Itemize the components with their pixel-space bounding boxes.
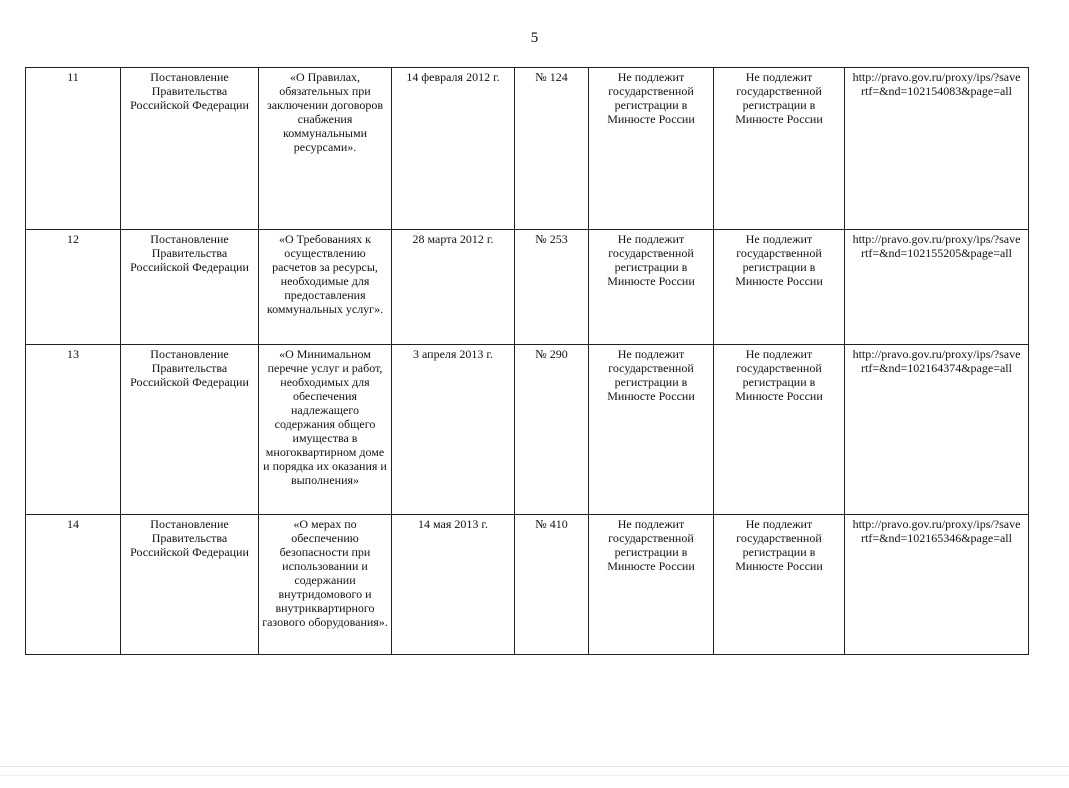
document-date: 28 марта 2012 г. [392, 230, 515, 345]
registration-status-second: Не подлежит государственной регистрации в Минюсте России [714, 68, 845, 230]
document-title: «О Правилах, обязательных при заключении договоров снабжения коммунальными ресурсами». [259, 68, 392, 230]
table-row [26, 230, 1029, 345]
document-number: № 253 [515, 230, 589, 345]
table-row [26, 515, 1029, 655]
document-number: № 290 [515, 345, 589, 515]
document-date: 3 апреля 2013 г. [392, 345, 515, 515]
documents-table [25, 67, 1029, 655]
registration-status-second: Не подлежит государственной регистрации в Минюсте России [714, 515, 845, 655]
registration-status: Не подлежит государственной регистрации в Минюсте России [589, 230, 714, 345]
document-title: «О Минимальном перечне услуг и работ, необходимых для обеспечения надлежащего содержания общего имущества в многоквартирном доме и порядка их оказания и выполнения» [259, 345, 392, 515]
row-number: 13 [26, 345, 121, 515]
document-link[interactable]: http://pravo.gov.ru/proxy/ips/?savertf=&nd=102155205&page=all [845, 230, 1029, 345]
document-title: «О мерах по обеспечению безопасности при использовании и содержании внутридомового и внутриквартирного газового оборудования». [259, 515, 392, 655]
scan-artifact-line [0, 766, 1069, 767]
registration-status-second: Не подлежит государственной регистрации в Минюсте России [714, 345, 845, 515]
table-row [26, 345, 1029, 515]
document-title: «О Требованиях к осуществлению расчетов за ресурсы, необходимые для предоставления коммунальных услуг». [259, 230, 392, 345]
document-type: Постановление Правительства Российской Федерации [121, 515, 259, 655]
registration-status-second: Не подлежит государственной регистрации в Минюсте России [714, 230, 845, 345]
page-number: 5 [530, 30, 539, 46]
document-type: Постановление Правительства Российской Федерации [121, 230, 259, 345]
scan-artifact-line [0, 775, 1069, 776]
document-number: № 410 [515, 515, 589, 655]
document-link[interactable]: http://pravo.gov.ru/proxy/ips/?savertf=&nd=102164374&page=all [845, 345, 1029, 515]
document-date: 14 февраля 2012 г. [392, 68, 515, 230]
table-row [26, 68, 1029, 230]
document-date: 14 мая 2013 г. [392, 515, 515, 655]
document-link[interactable]: http://pravo.gov.ru/proxy/ips/?savertf=&nd=102154083&page=all [845, 68, 1029, 230]
registration-status: Не подлежит государственной регистрации в Минюсте России [589, 515, 714, 655]
document-type: Постановление Правительства Российской Федерации [121, 345, 259, 515]
row-number: 11 [26, 68, 121, 230]
row-number: 14 [26, 515, 121, 655]
registration-status: Не подлежит государственной регистрации в Минюсте России [589, 345, 714, 515]
registration-status: Не подлежит государственной регистрации в Минюсте России [589, 68, 714, 230]
document-type: Постановление Правительства Российской Федерации [121, 68, 259, 230]
document-number: № 124 [515, 68, 589, 230]
row-number: 12 [26, 230, 121, 345]
document-link[interactable]: http://pravo.gov.ru/proxy/ips/?savertf=&nd=102165346&page=all [845, 515, 1029, 655]
